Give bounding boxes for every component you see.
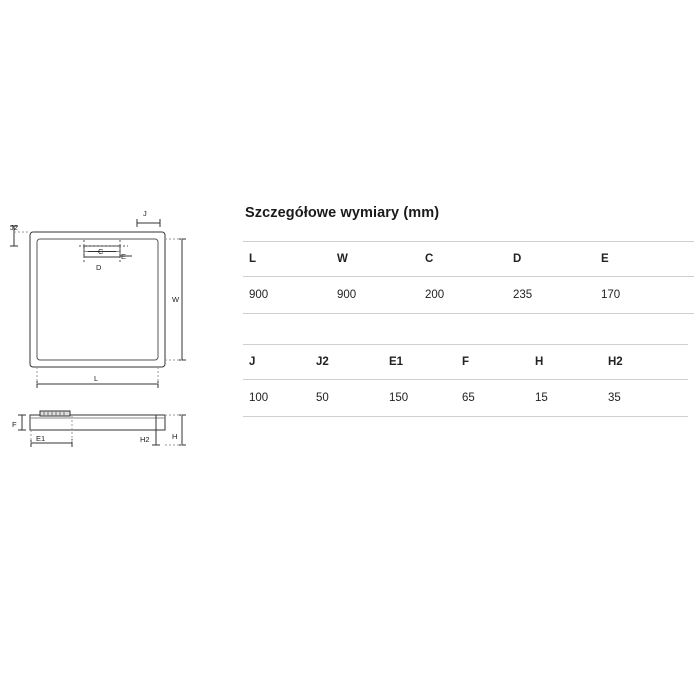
cell-f-value: 65 <box>462 380 535 417</box>
label-c: C <box>98 247 104 256</box>
column-header-l: L <box>243 242 337 277</box>
label-j2: J2 <box>10 223 18 232</box>
table-row <box>243 380 688 417</box>
column-header-c: C <box>425 242 513 277</box>
table-spacer <box>243 314 694 345</box>
cell-j-value: 100 <box>243 380 316 417</box>
label-h2: H2 <box>140 435 150 444</box>
cell-d-value: 235 <box>513 277 601 314</box>
dimensions-panel <box>243 205 688 417</box>
shower-tray-drawing-svg <box>0 0 230 700</box>
cell-w-value: 900 <box>337 277 425 314</box>
cell-l-value: 900 <box>243 277 337 314</box>
label-j: J <box>143 209 147 218</box>
cell-h-value: 15 <box>535 380 608 417</box>
cell-e-value: 170 <box>601 277 694 314</box>
column-header-w: W <box>337 242 425 277</box>
label-h: H <box>172 432 178 441</box>
cell-e1-value: 150 <box>389 380 462 417</box>
table-header-row-2 <box>243 345 688 380</box>
cell-c-value: 200 <box>425 277 513 314</box>
label-w: W <box>172 295 180 304</box>
column-header-h2: H2 <box>608 345 688 380</box>
table-header-row-1 <box>243 242 694 277</box>
dimensions-table-2 <box>243 344 688 417</box>
label-f: F <box>12 420 17 429</box>
technical-drawing <box>0 0 230 700</box>
column-header-h: H <box>535 345 608 380</box>
label-l: L <box>94 374 99 383</box>
column-header-d: D <box>513 242 601 277</box>
column-header-e1: E1 <box>389 345 462 380</box>
page-title: Szczegółowe wymiary (mm) <box>245 205 440 221</box>
column-header-e: E <box>601 242 694 277</box>
cell-j2-value: 50 <box>316 380 389 417</box>
label-e1: E1 <box>36 434 46 443</box>
column-header-j2: J2 <box>316 345 389 380</box>
label-d: D <box>96 263 102 272</box>
dimensions-table <box>243 241 694 344</box>
column-header-j: J <box>243 345 316 380</box>
label-e: E <box>121 252 127 261</box>
side-view-body <box>30 415 165 430</box>
column-header-f: F <box>462 345 535 380</box>
table-row <box>243 277 694 314</box>
cell-h2-value: 35 <box>608 380 688 417</box>
